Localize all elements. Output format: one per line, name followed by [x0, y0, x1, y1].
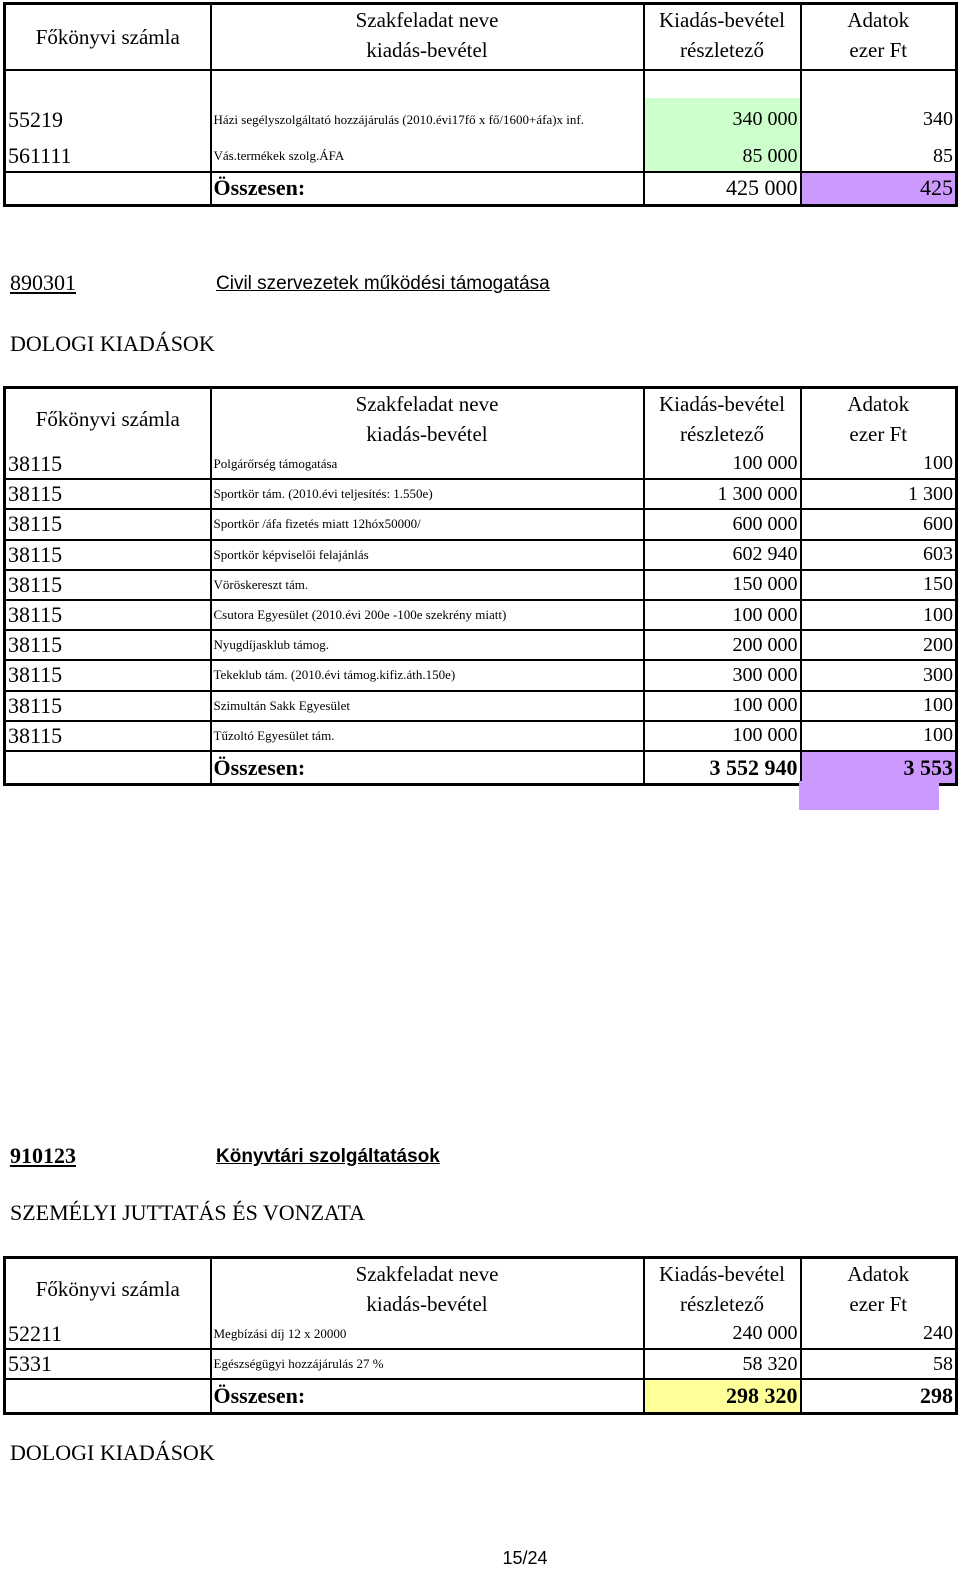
row-amount: 340 000 — [644, 98, 801, 142]
table-row — [5, 660, 957, 690]
row-description: Megbízási díj 12 x 20000 — [211, 1319, 644, 1349]
page-number: 15/24 — [502, 1548, 548, 1568]
row-thousand: 100 — [801, 449, 957, 479]
row-amount: 85 000 — [644, 142, 801, 172]
header-col-thousand: Adatok ezer Ft — [801, 1258, 957, 1320]
row-description: Szimultán Sakk Egyesület — [211, 691, 644, 721]
section-name: Civil szervezetek működési támogatása — [216, 273, 550, 294]
row-amount: 240 000 — [644, 1319, 801, 1349]
header-col-name: Szakfeladat neve kiadás-bevétel — [211, 1258, 644, 1320]
section-subtitle: SZEMÉLYI JUTTATÁS ÉS VONZATA — [10, 1200, 366, 1225]
row-amount: 602 940 — [644, 540, 801, 570]
account-code: 38115 — [5, 691, 211, 721]
table-row — [5, 540, 957, 570]
table-row — [5, 1319, 957, 1349]
row-thousand: 340 — [801, 98, 957, 142]
section-subtitle-2: DOLOGI KIADÁSOK — [10, 1440, 215, 1465]
row-thousand: 58 — [801, 1349, 957, 1379]
table-row — [5, 721, 957, 751]
table-1-spacer-row — [5, 70, 957, 98]
row-amount: 1 300 000 — [644, 479, 801, 509]
header-col-name: Szakfeladat neve kiadás-bevétel — [211, 388, 644, 450]
row-thousand: 150 — [801, 570, 957, 600]
account-code: 38115 — [5, 509, 211, 539]
row-thousand: 100 — [801, 600, 957, 630]
row-amount: 300 000 — [644, 660, 801, 690]
row-amount: 600 000 — [644, 509, 801, 539]
row-thousand: 200 — [801, 630, 957, 660]
row-description: Sportkör képviselői felajánlás — [211, 540, 644, 570]
account-code: 38115 — [5, 630, 211, 660]
row-description: Tűzoltó Egyesület tám. — [211, 721, 644, 751]
table-3-header — [5, 1258, 957, 1320]
table-row — [5, 449, 957, 479]
table-row — [5, 479, 957, 509]
row-amount: 150 000 — [644, 570, 801, 600]
row-amount: 100 000 — [644, 691, 801, 721]
table-row — [5, 142, 957, 172]
header-col-account: Főkönyvi számla — [5, 388, 211, 450]
header-col-thousand: Adatok ezer Ft — [801, 388, 957, 450]
table-1 — [3, 2, 958, 207]
row-amount: 200 000 — [644, 630, 801, 660]
row-description: Egészségügyi hozzájárulás 27 % — [211, 1349, 644, 1379]
table-2 — [3, 386, 958, 786]
total-label: Összesen: — [211, 1379, 644, 1413]
account-code: 38115 — [5, 660, 211, 690]
total-row — [5, 172, 957, 206]
total-thousand: 298 — [801, 1379, 957, 1413]
row-thousand: 603 — [801, 540, 957, 570]
account-code: 38115 — [5, 721, 211, 751]
row-thousand: 240 — [801, 1319, 957, 1349]
total-label: Összesen: — [211, 172, 644, 206]
total-amount: 425 000 — [644, 172, 801, 206]
section-name: Könyvtári szolgáltatások — [216, 1146, 440, 1167]
row-description: Tekeklub tám. (2010.évi támog.kifiz.áth.150e) — [211, 660, 644, 690]
row-amount: 58 320 — [644, 1349, 801, 1379]
total-thousand: 3 553 — [801, 751, 957, 785]
account-code: 38115 — [5, 600, 211, 630]
row-amount: 100 000 — [644, 449, 801, 479]
header-col-account: Főkönyvi számla — [5, 4, 211, 70]
table-row — [5, 630, 957, 660]
row-description: Házi segélyszolgáltató hozzájárulás (2010.évi17fő x fő/1600+áfa)x inf. — [211, 98, 644, 142]
section-code: 910123 — [10, 1143, 76, 1168]
account-code: 38115 — [5, 540, 211, 570]
header-col-name: Szakfeladat neve kiadás-bevétel — [211, 4, 644, 70]
row-thousand: 100 — [801, 721, 957, 751]
total-row — [5, 751, 957, 785]
table-3 — [3, 1256, 958, 1415]
section-code: 890301 — [10, 270, 76, 295]
account-code: 38115 — [5, 570, 211, 600]
total-row — [5, 1379, 957, 1413]
total-label: Összesen: — [211, 751, 644, 785]
table-row — [5, 1349, 957, 1379]
table-row — [5, 98, 957, 142]
row-description: Sportkör tám. (2010.évi teljesítés: 1.550e) — [211, 479, 644, 509]
account-code: 38115 — [5, 479, 211, 509]
row-amount: 100 000 — [644, 600, 801, 630]
header-col-detail: Kiadás-bevétel részletező — [644, 1258, 801, 1320]
section-subtitle: DOLOGI KIADÁSOK — [10, 331, 215, 356]
account-code: 38115 — [5, 449, 211, 479]
account-code: 55219 — [5, 98, 211, 142]
row-description: Vás.termékek szolg.ÁFA — [211, 142, 644, 172]
row-description: Sportkör /áfa fizetés miatt 12hóx50000/ — [211, 509, 644, 539]
row-thousand: 85 — [801, 142, 957, 172]
account-code: 5331 — [5, 1349, 211, 1379]
table-1-header — [5, 4, 957, 70]
header-col-thousand: Adatok ezer Ft — [801, 4, 957, 70]
table-row — [5, 691, 957, 721]
row-description: Nyugdíjasklub támog. — [211, 630, 644, 660]
row-thousand: 600 — [801, 509, 957, 539]
account-code: 52211 — [5, 1319, 211, 1349]
total-amount: 3 552 940 — [644, 751, 801, 785]
table-row — [5, 600, 957, 630]
header-col-account: Főkönyvi számla — [5, 1258, 211, 1320]
header-col-detail: Kiadás-bevétel részletező — [644, 388, 801, 450]
row-description: Polgárőrség támogatása — [211, 449, 644, 479]
total-amount: 298 320 — [644, 1379, 801, 1413]
row-thousand: 300 — [801, 660, 957, 690]
row-thousand: 100 — [801, 691, 957, 721]
highlight-cell — [799, 781, 939, 810]
row-amount: 100 000 — [644, 721, 801, 751]
table-row — [5, 570, 957, 600]
account-code: 561111 — [5, 142, 211, 172]
table-row — [5, 509, 957, 539]
row-description: Csutora Egyesület (2010.évi 200e -100e szekrény miatt) — [211, 600, 644, 630]
row-thousand: 1 300 — [801, 479, 957, 509]
row-description: Vöröskereszt tám. — [211, 570, 644, 600]
header-col-detail: Kiadás-bevétel részletező — [644, 4, 801, 70]
total-thousand: 425 — [801, 172, 957, 206]
table-2-header — [5, 388, 957, 450]
